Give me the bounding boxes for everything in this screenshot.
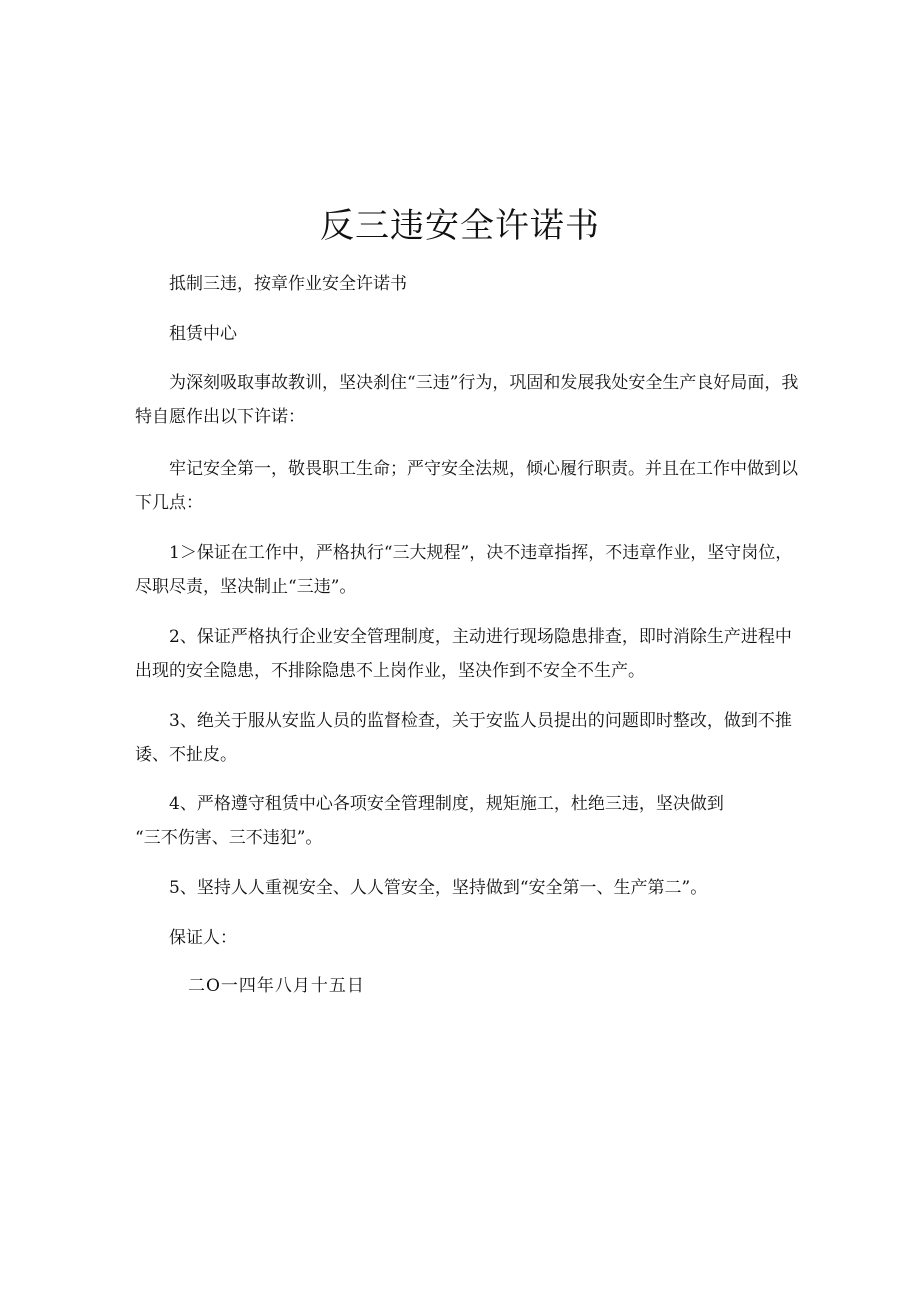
recipient-line: 租赁中心 (169, 324, 237, 344)
signature-date: 二O一四年八月十五日 (188, 976, 365, 996)
pledge-item-4-continued: “三不伤害、三不违犯”。 (135, 828, 323, 848)
pledge-item-1: 1＞保证在工作中，严格执行“三大规程”，决不违章指挥，不违章作业，坚守岗位，尽职尽责，坚决制止“三违”。 (135, 543, 793, 597)
pledge-item-3: 3、绝关于服从安监人员的监督检查，关于安监人员提出的问题即时整改，做到不推诿、不扯皮。 (135, 711, 792, 765)
pledge-item-5: 5、坚持人人重视安全、人人管安全，坚持做到“安全第一、生产第二”。 (169, 878, 708, 898)
document-title: 反三违安全许诺书 (320, 206, 600, 246)
document-subtitle: 抵制三违，按章作业安全许诺书 (169, 274, 407, 294)
pledge-item-4: 4、严格遵守租赁中心各项安全管理制度，规矩施工，杜绝三违，坚决做到 (169, 794, 724, 814)
pledge-item-2: 2、保证严格执行企业安全管理制度，主动进行现场隐患排查，即时消除生产进程中出现的安全隐患，不排除隐患不上岗作业，坚决作到不安全不生产。 (135, 627, 792, 681)
pledge-paragraph: 牢记安全第一，敬畏职工生命；严守安全法规，倾心履行职责。并且在工作中做到以下几点： (135, 459, 798, 513)
intro-paragraph: 为深刻吸取事故教训，坚决刹住“三违”行为，巩固和发展我处安全生产良好局面，我特自愿作出以下许诺： (135, 373, 799, 427)
guarantor-label: 保证人： (169, 928, 237, 948)
